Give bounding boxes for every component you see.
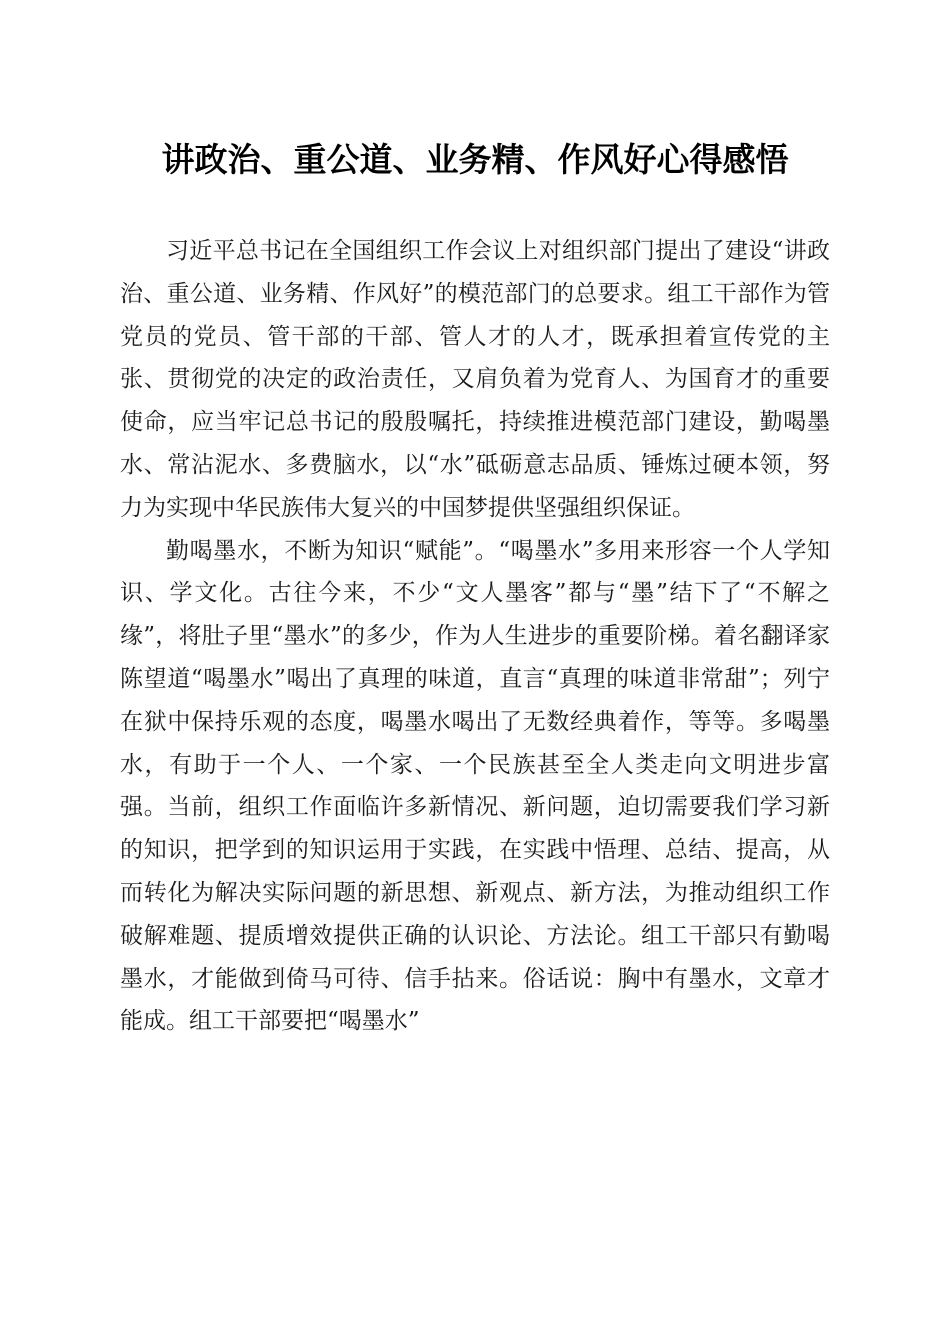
document-title: 讲政治、重公道、业务精、作风好心得感悟 xyxy=(161,140,789,179)
paragraph-intro: 习近平总书记在全国组织工作会议上对组织部门提出了建设“讲政治、重公道、业务精、作风好”的模范部门的总要求。组工干部作为管党员的党员、管干部的干部、管人才的人才，既承担着宣传党的主张、贯彻党的决定的政治责任，又肩负着为党育人、为国育才的重要使命，应当牢记总书记的殷殷嘱托，持续推进模范部门建设，勤喝墨水、常沾泥水、多费脑水，以“水”砥砺意志品质、锤炼过硬本领，努力为实现中华民族伟大复兴的中国梦提供坚强组织保证。 xyxy=(120,238,830,521)
document-body xyxy=(120,230,830,1043)
paragraph-ink: 勤喝墨水，不断为知识“赋能”。“喝墨水”多用来形容一个人学知识、学文化。古往今来，不少“文人墨客”都与“墨”结下了“不解之缘”，将肚子里“墨水”的多少，作为人生进步的重要阶梯。着名翻译家陈望道“喝墨水”喝出了真理的味道，直言“真理的味道非常甜”；列宁在狱中保持乐观的态度，喝墨水喝出了无数经典着作，等等。多喝墨水，有助于一个人、一个家、一个民族甚至全人类走向文明进步富强。当前，组织工作面临许多新情况、新问题，迫切需要我们学习新的知识，把学到的知识运用于实践，在实践中悟理、总结、提高，从而转化为解决实际问题的新思想、新观点、新方法，为推动组织工作破解难题、提质增效提供正确的认识论、方法论。组工干部只有勤喝墨水，才能做到倚马可待、信手拈来。俗话说：胸中有墨水，文章才能成。组工干部要把“喝墨水” xyxy=(120,537,830,1035)
